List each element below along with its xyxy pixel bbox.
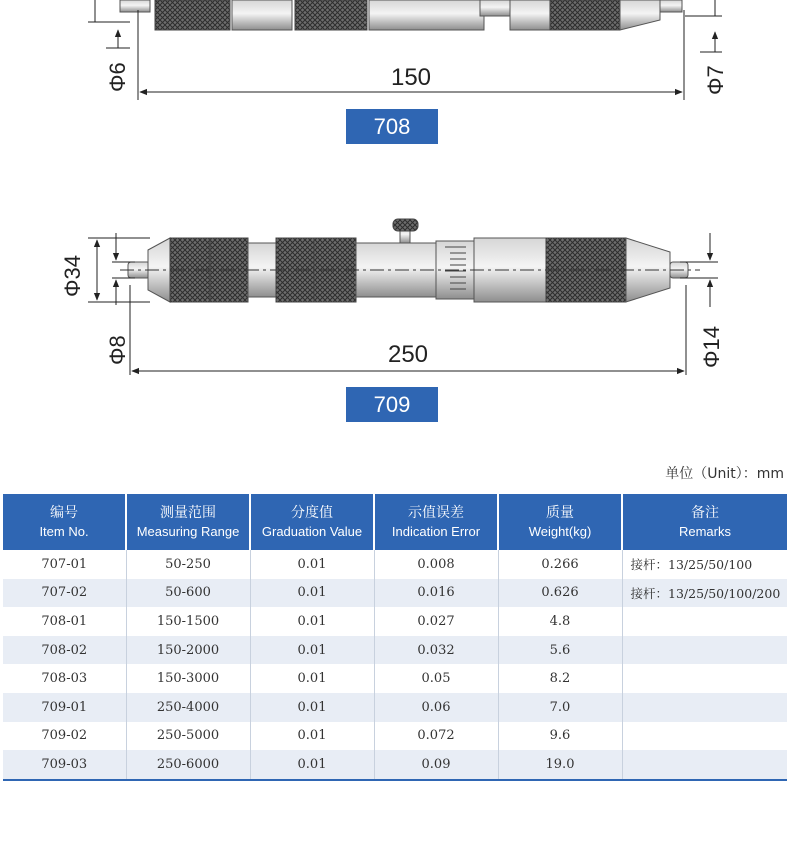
header-remarks: 备注 Remarks xyxy=(622,494,787,550)
header-graduation-value: 分度值 Graduation Value xyxy=(250,494,374,550)
model-label-708: 708 xyxy=(346,109,438,144)
unit-note: 单位（Unit）：mm xyxy=(665,466,784,482)
dim-709-right-diameter: Φ14 xyxy=(699,325,724,368)
dim-709-body-diameter: Φ34 xyxy=(60,254,85,297)
dim-708-length: 150 xyxy=(390,64,432,91)
header-indication-error: 示值误差 Indication Error xyxy=(374,494,498,550)
header-measuring-range: 测量范围 Measuring Range xyxy=(126,494,250,550)
table-row: 709-03 250-6000 0.01 0.09 19.0 xyxy=(3,750,787,780)
dim-708-right-diameter: Φ7 xyxy=(703,65,728,95)
micrometer-708-body xyxy=(120,0,682,30)
dim-708-left-diameter: Φ6 xyxy=(105,62,130,92)
table-row: 708-01 150-1500 0.01 0.027 4.8 xyxy=(3,607,787,636)
header-item-no: 编号 Item No. xyxy=(3,494,126,550)
micrometer-709-body xyxy=(120,219,700,302)
table-header-row xyxy=(3,494,787,550)
spec-table xyxy=(3,494,787,781)
model-label-709: 709 xyxy=(346,387,438,422)
dim-709-length: 250 xyxy=(387,341,429,368)
table-row: 707-02 50-600 0.01 0.016 0.626 接杆：13/25/50/100/200 xyxy=(3,579,787,608)
dim-709-left-diameter: Φ8 xyxy=(105,335,130,365)
table-row: 707-01 50-250 0.01 0.008 0.266 接杆：13/25/50/100 xyxy=(3,550,787,579)
header-weight: 质量 Weight(kg) xyxy=(498,494,622,550)
table-row: 708-03 150-3000 0.01 0.05 8.2 xyxy=(3,664,787,693)
table-row: 708-02 150-2000 0.01 0.032 5.6 xyxy=(3,636,787,665)
drawing-709 xyxy=(0,205,790,385)
table-row: 709-02 250-5000 0.01 0.072 9.6 xyxy=(3,722,787,751)
table-row: 709-01 250-4000 0.01 0.06 7.0 xyxy=(3,693,787,722)
